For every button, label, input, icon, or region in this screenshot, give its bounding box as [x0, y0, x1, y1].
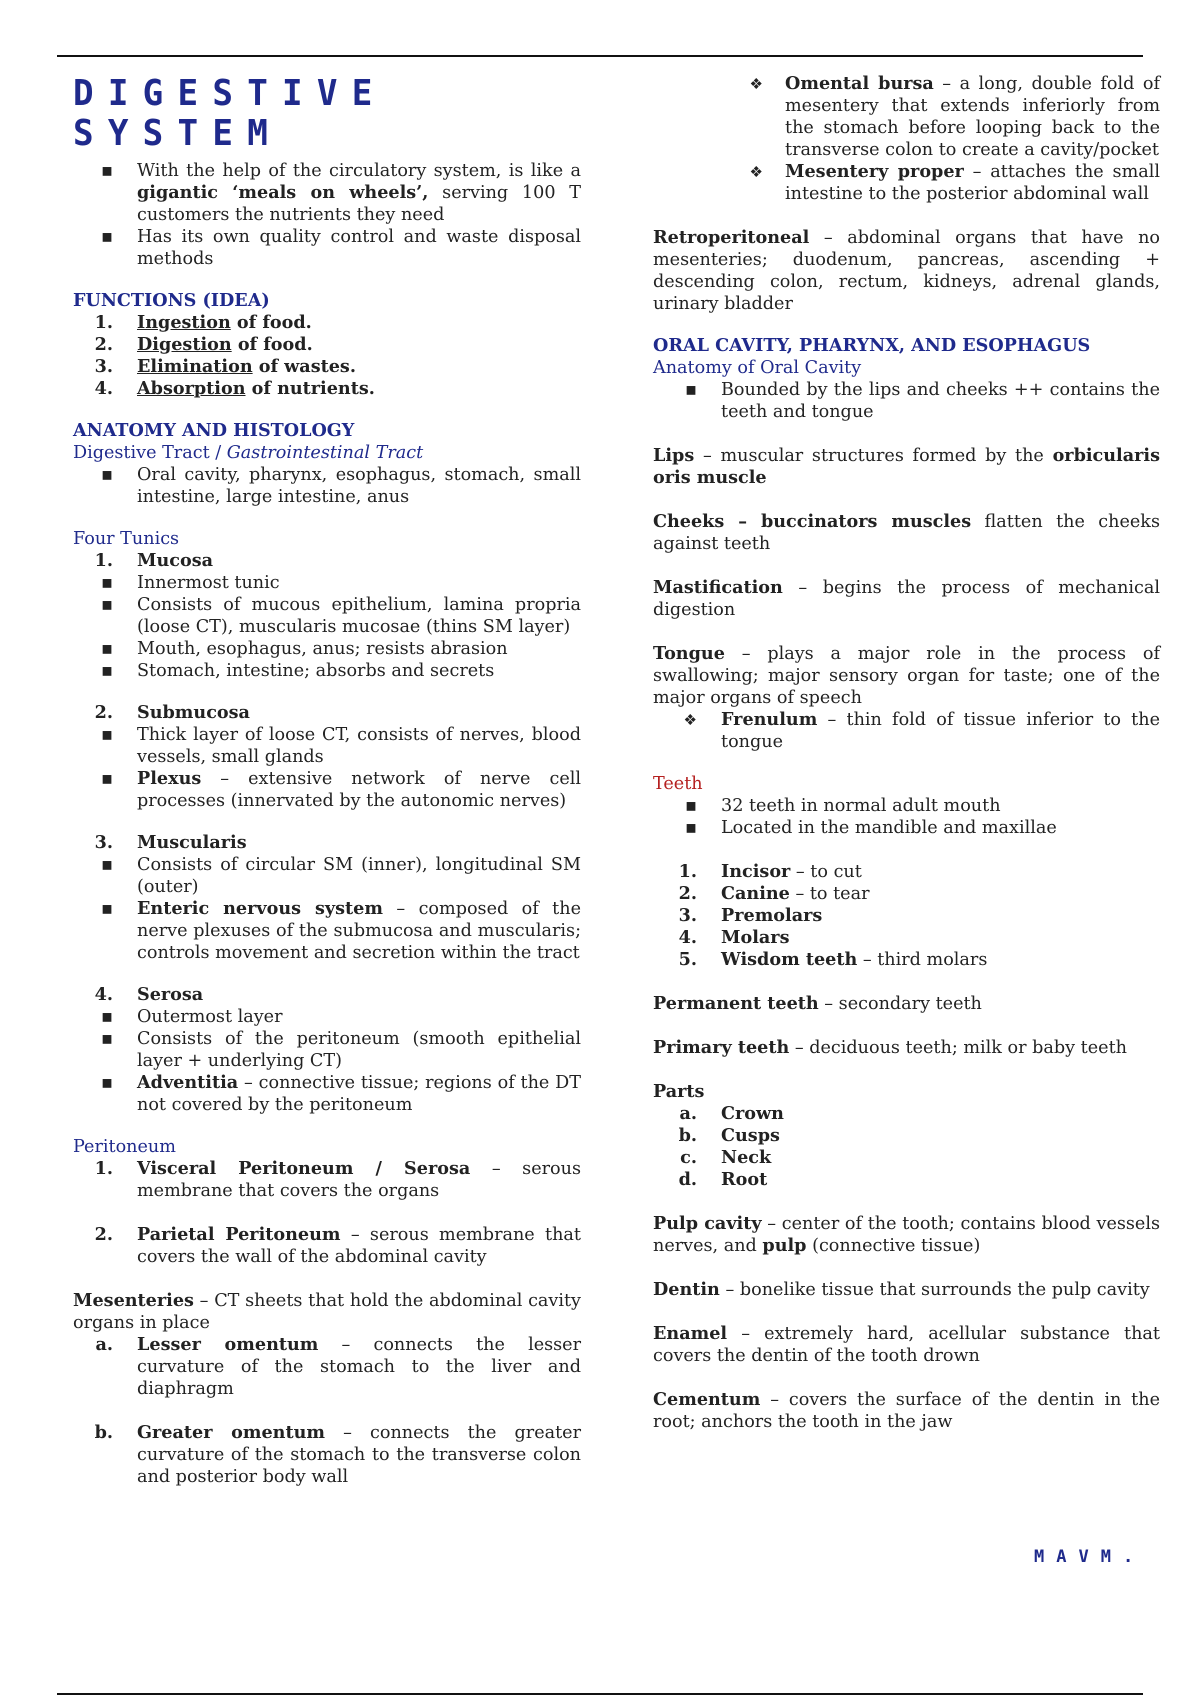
list-item: ❖ Mesentery proper – attaches the small intestine to the posterior abdominal wall	[749, 161, 1160, 204]
list-item: b. Cusps	[678, 1125, 780, 1146]
list-item: ❖ Omental bursa – a long, double fold of mesentery that extends inferiorly from the stomach before looping back to the transverse colon to create a cavity/pocket	[749, 73, 1160, 160]
left-column	[73, 70, 581, 1488]
list-item: ▪ 32 teeth in normal adult mouth	[685, 796, 1001, 816]
list-item: ▪ Located in the mandible and maxillae	[685, 818, 1057, 838]
list-item: d. Root	[678, 1169, 768, 1190]
oral-subheading: Anatomy of Oral Cavity	[653, 358, 862, 378]
page-title: DIGESTIVE SYSTEM	[73, 73, 387, 154]
bottom-rule	[57, 1693, 1143, 1695]
list-item: 3. Premolars	[678, 905, 823, 926]
functions-heading: FUNCTIONS (IDEA)	[73, 290, 270, 311]
four-tunics-heading: Four Tunics	[73, 529, 180, 549]
pulp-paragraph: Pulp cavity – center of the tooth; contains blood vessels nerves, and pulp (connective tissue)	[653, 1213, 1160, 1256]
list-item: 1. Incisor – to cut	[678, 861, 862, 882]
cheeks-paragraph: Cheeks – buccinators muscles flatten the cheeks against teeth	[653, 511, 1160, 554]
anatomy-heading: ANATOMY AND HISTOLOGY	[73, 420, 355, 441]
muscularis-heading: 3. Muscularis	[94, 832, 247, 853]
serosa-heading: 4. Serosa	[94, 984, 204, 1005]
list-item: ❖ Frenulum – thin fold of tissue inferior to the tongue	[683, 709, 1160, 752]
permanent-teeth: Permanent teeth – secondary teeth	[653, 993, 982, 1014]
enamel-paragraph: Enamel – extremely hard, acellular substance that covers the dentin of the tooth drown	[653, 1323, 1160, 1366]
list-item: ▪ Bounded by the lips and cheeks ++ contains the teeth and tongue	[685, 380, 1160, 422]
list-item: 4. Molars	[678, 927, 790, 948]
mucosa-heading: 1. Mucosa	[94, 550, 214, 571]
list-item: 2. Parietal Peritoneum – serous membrane that covers the wall of the abdominal cavity	[94, 1224, 581, 1267]
list-item: 5. Wisdom teeth – third molars	[678, 949, 988, 970]
right-column	[653, 73, 1160, 1433]
tongue-paragraph: Tongue – plays a major role in the process of swallowing; major sensory organ for taste; one of the major organs of speech	[653, 643, 1160, 708]
intro-item: ▪ With the help of the circulatory system, is like a gigantic ‘meals on wheels’, serving 100 T customers the nutrients they need	[101, 161, 581, 225]
signature: MAVM.	[1034, 1547, 1146, 1567]
list-item: 2. Canine – to tear	[678, 883, 870, 904]
dentin-paragraph: Dentin – bonelike tissue that surrounds the pulp cavity	[653, 1279, 1150, 1300]
list-item: ▪ Stomach, intestine; absorbs and secrets	[101, 661, 495, 681]
list-item: ▪ Oral cavity, pharynx, esophagus, stomach, small intestine, large intestine, anus	[101, 465, 581, 507]
list-item: a. Crown	[679, 1103, 784, 1124]
cementum-paragraph: Cementum – covers the surface of the dentin in the root; anchors the tooth in the jaw	[653, 1389, 1160, 1432]
list-item: ▪ Innermost tunic	[101, 573, 280, 593]
parts-label: Parts	[653, 1081, 705, 1102]
top-rule	[57, 55, 1143, 57]
functions-list: 1. Ingestion of food. 2. Digestion of food. 3. Elimination of wastes. 4. Absorption of nutrients.	[94, 312, 375, 399]
digestive-tract-subheading: Digestive Tract / Gastrointestinal Tract	[73, 443, 424, 463]
peritoneum-heading: Peritoneum	[73, 1137, 176, 1157]
retroperitoneal-paragraph: Retroperitoneal – abdominal organs that have no mesenteries; duodenum, pancreas, ascending + descending colon, rectum, kidneys, adrenal glands, urinary bladder	[653, 227, 1160, 314]
mastification-paragraph: Mastification – begins the process of mechanical digestion	[653, 577, 1160, 620]
list-item: 1. Visceral Peritoneum / Serosa – serous membrane that covers the organs	[94, 1158, 581, 1201]
list-item: ▪ Consists of mucous epithelium, lamina propria (loose CT), muscularis mucosae (thins SM layer)	[101, 595, 581, 637]
list-item: ▪ Outermost layer	[101, 1007, 283, 1027]
list-item: ▪ Thick layer of loose CT, consists of nerves, blood vessels, small glands	[101, 725, 581, 767]
oral-heading: ORAL CAVITY, PHARYNX, AND ESOPHAGUS	[653, 335, 1091, 356]
lips-paragraph: Lips – muscular structures formed by the orbicularis oris muscle	[653, 445, 1160, 488]
list-item: c. Neck	[680, 1147, 772, 1168]
submucosa-heading: 2. Submucosa	[94, 702, 250, 723]
list-item: ▪ Mouth, esophagus, anus; resists abrasion	[101, 639, 508, 659]
list-item: b. Greater omentum – connects the greater curvature of the stomach to the transverse colon and posterior body wall	[94, 1422, 581, 1487]
list-item: a. Lesser omentum – connects the lesser curvature of the stomach to the liver and diaphragm	[95, 1334, 581, 1399]
list-item: ▪ Adventitia – connective tissue; regions of the DT not covered by the peritoneum	[101, 1072, 581, 1115]
list-item: ▪ Consists of the peritoneum (smooth epithelial layer + underlying CT)	[101, 1029, 581, 1071]
teeth-heading: Teeth	[653, 774, 703, 794]
intro-item: ▪ Has its own quality control and waste disposal methods	[101, 227, 581, 269]
list-item: ▪ Enteric nervous system – composed of the nerve plexuses of the submucosa and muscularis; controls movement and secretion within the tract	[101, 898, 581, 963]
mesenteries-paragraph: Mesenteries – CT sheets that hold the abdominal cavity organs in place	[73, 1290, 581, 1333]
list-item: ▪ Consists of circular SM (inner), longitudinal SM (outer)	[101, 855, 581, 897]
primary-teeth: Primary teeth – deciduous teeth; milk or baby teeth	[653, 1037, 1127, 1058]
list-item: ▪ Plexus – extensive network of nerve cell processes (innervated by the autonomic nerves)	[101, 768, 581, 811]
